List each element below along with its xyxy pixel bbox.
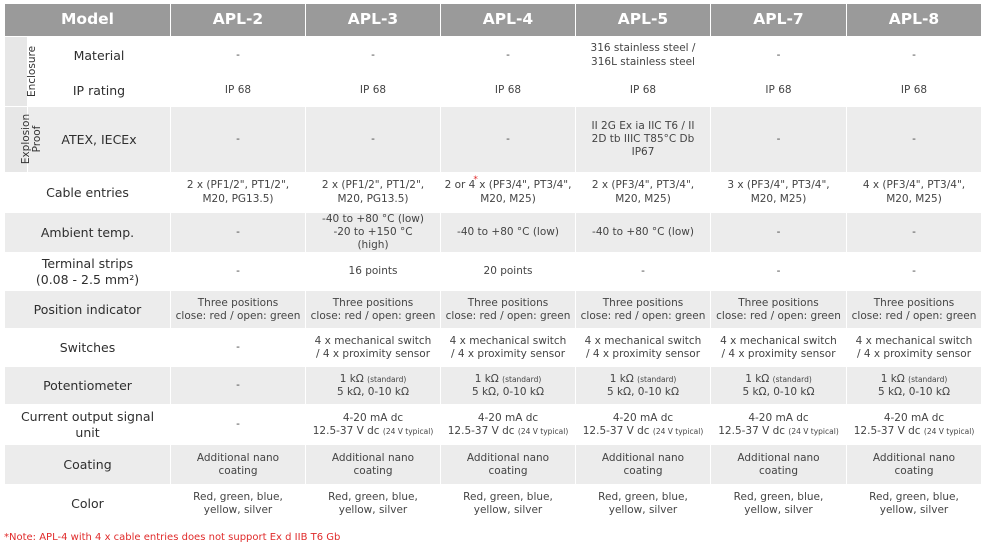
cell-value: 4 x mechanical switch / 4 x proximity sensor [847, 329, 982, 367]
cell-value: 2 x (PF1/2", PT1/2", M20, PG13.5) [306, 173, 441, 213]
cell-value: - [847, 107, 982, 173]
cell-value: - [711, 107, 847, 173]
footnote: *Note: APL-4 with 4 x cable entries does not support Ex d IIB T6 Gb [4, 532, 341, 543]
cell-value: 1 kΩ (standard) 5 kΩ, 0-10 kΩ [306, 367, 441, 405]
model-header: Model [5, 4, 171, 37]
model-apl-7: APL-7 [711, 4, 847, 37]
cell-value: 4-20 mA dc 12.5-37 V dc (24 V typical) [306, 405, 441, 445]
label-position-indicator: Position indicator [5, 291, 171, 329]
cell-value: Additional nano coating [306, 445, 441, 485]
cell-value: IP 68 [847, 75, 982, 107]
cell-value: 4 x mechanical switch / 4 x proximity sensor [576, 329, 711, 367]
cell-value: - [171, 405, 306, 445]
note-asterisk: * [473, 175, 478, 186]
cell-value: Three positions close: red / open: green [441, 291, 576, 329]
cell-value: - [171, 253, 306, 291]
row-current-output [5, 405, 982, 445]
cell-value: 3 x (PF3/4", PT3/4", M20, M25) [711, 173, 847, 213]
cell-value: - [847, 37, 982, 75]
model-apl-2: APL-2 [171, 4, 306, 37]
row-switches [5, 329, 982, 367]
cell-value: Red, green, blue, yellow, silver [847, 485, 982, 523]
cell-value: Three positions close: red / open: green [711, 291, 847, 329]
cell-value: Additional nano coating [847, 445, 982, 485]
cell-value: - [711, 253, 847, 291]
cell-value: IP 68 [576, 75, 711, 107]
spec-table [4, 3, 982, 523]
cell-value: 1 kΩ (standard) 5 kΩ, 0-10 kΩ [711, 367, 847, 405]
cell-value: IP 68 [306, 75, 441, 107]
cell-value: -40 to +80 °C (low) [441, 213, 576, 253]
cell-value: 2 x (PF3/4", PT3/4", M20, M25) [576, 173, 711, 213]
row-color [5, 485, 982, 523]
model-apl-3: APL-3 [306, 4, 441, 37]
cell-value: 1 kΩ (standard) 5 kΩ, 0-10 kΩ [576, 367, 711, 405]
label-coating: Coating [5, 445, 171, 485]
cell-value: Additional nano coating [171, 445, 306, 485]
cell-value: 4 x mechanical switch / 4 x proximity sensor [306, 329, 441, 367]
row-ip-rating [5, 75, 982, 107]
cell-value: - [711, 213, 847, 253]
cell-value: - [847, 213, 982, 253]
cell-value: Three positions close: red / open: green [306, 291, 441, 329]
cell-value: Red, green, blue, yellow, silver [711, 485, 847, 523]
row-position-indicator [5, 291, 982, 329]
header-row [5, 4, 982, 37]
cell-value: 20 points [441, 253, 576, 291]
row-potentiometer [5, 367, 982, 405]
cell-value: - [171, 213, 306, 253]
row-cable-entries [5, 173, 982, 213]
cell-value: 1 kΩ (standard) 5 kΩ, 0-10 kΩ [441, 367, 576, 405]
row-ambient-temp [5, 213, 982, 253]
label-cable-entries: Cable entries [5, 173, 171, 213]
cell-value: -40 to +80 °C (low) [576, 213, 711, 253]
cell-value: 4 x mechanical switch / 4 x proximity sensor [441, 329, 576, 367]
row-material [5, 37, 982, 75]
cell-value: - [171, 107, 306, 173]
label-current-output: Current output signal unit [5, 405, 171, 445]
cell-value: - [306, 37, 441, 75]
row-terminal-strips [5, 253, 982, 291]
category-enclosure: Enclosure [5, 37, 28, 107]
cell-value: 2 x (PF1/2", PT1/2", M20, PG13.5) [171, 173, 306, 213]
label-ip-rating: IP rating [28, 75, 171, 107]
cell-value: - [171, 37, 306, 75]
cell-value: Three positions close: red / open: green [171, 291, 306, 329]
model-apl-8: APL-8 [847, 4, 982, 37]
cell-value: 316 stainless steel / 316L stainless steel [576, 37, 711, 75]
cell-value: Additional nano coating [441, 445, 576, 485]
cell-value: 4-20 mA dc 12.5-37 V dc (24 V typical) [711, 405, 847, 445]
cell-value: 4 x mechanical switch / 4 x proximity sensor [711, 329, 847, 367]
cell-value: -40 to +80 °C (low) -20 to +150 °C (high) [306, 213, 441, 253]
cell-value: Additional nano coating [576, 445, 711, 485]
cell-value: - [576, 253, 711, 291]
row-coating [5, 445, 982, 485]
cell-value: IP 68 [711, 75, 847, 107]
label-material: Material [28, 37, 171, 75]
cell-value: - [306, 107, 441, 173]
cell-value: Additional nano coating [711, 445, 847, 485]
model-apl-4: APL-4 [441, 4, 576, 37]
cell-value: IP 68 [441, 75, 576, 107]
cell-value: Three positions close: red / open: green [847, 291, 982, 329]
cell-value: - [441, 37, 576, 75]
cell-value: II 2G Ex ia IIC T6 / II 2D tb IIIC T85°C Db IP67 [576, 107, 711, 173]
cell-value: - [171, 367, 306, 405]
label-terminal-strips: Terminal strips (0.08 - 2.5 mm²) [5, 253, 171, 291]
cell-value: Red, green, blue, yellow, silver [576, 485, 711, 523]
cell-value: 4-20 mA dc 12.5-37 V dc (24 V typical) [847, 405, 982, 445]
cell-value: 4-20 mA dc 12.5-37 V dc (24 V typical) [441, 405, 576, 445]
cell-value: Red, green, blue, yellow, silver [441, 485, 576, 523]
label-color: Color [5, 485, 171, 523]
cell-value: 4-20 mA dc 12.5-37 V dc (24 V typical) [576, 405, 711, 445]
model-apl-5: APL-5 [576, 4, 711, 37]
cell-value: - [847, 253, 982, 291]
label-potentiometer: Potentiometer [5, 367, 171, 405]
label-ambient-temp: Ambient temp. [5, 213, 171, 253]
label-atex: ATEX, IECEx [28, 107, 171, 173]
cell-value: - [711, 37, 847, 75]
cell-value: IP 68 [171, 75, 306, 107]
category-explosion-proof: Explosion Proof [5, 107, 28, 173]
label-switches: Switches [5, 329, 171, 367]
cell-value: 4 x (PF3/4", PT3/4", M20, M25) [847, 173, 982, 213]
cell-value: 2 or 4* x (PF3/4", PT3/4", M20, M25) [441, 173, 576, 213]
cell-value: Red, green, blue, yellow, silver [171, 485, 306, 523]
cell-value: - [441, 107, 576, 173]
cell-value: Red, green, blue, yellow, silver [306, 485, 441, 523]
cell-value: - [171, 329, 306, 367]
cell-value: Three positions close: red / open: green [576, 291, 711, 329]
row-atex [5, 107, 982, 173]
cell-value: 1 kΩ (standard) 5 kΩ, 0-10 kΩ [847, 367, 982, 405]
cell-value: 16 points [306, 253, 441, 291]
